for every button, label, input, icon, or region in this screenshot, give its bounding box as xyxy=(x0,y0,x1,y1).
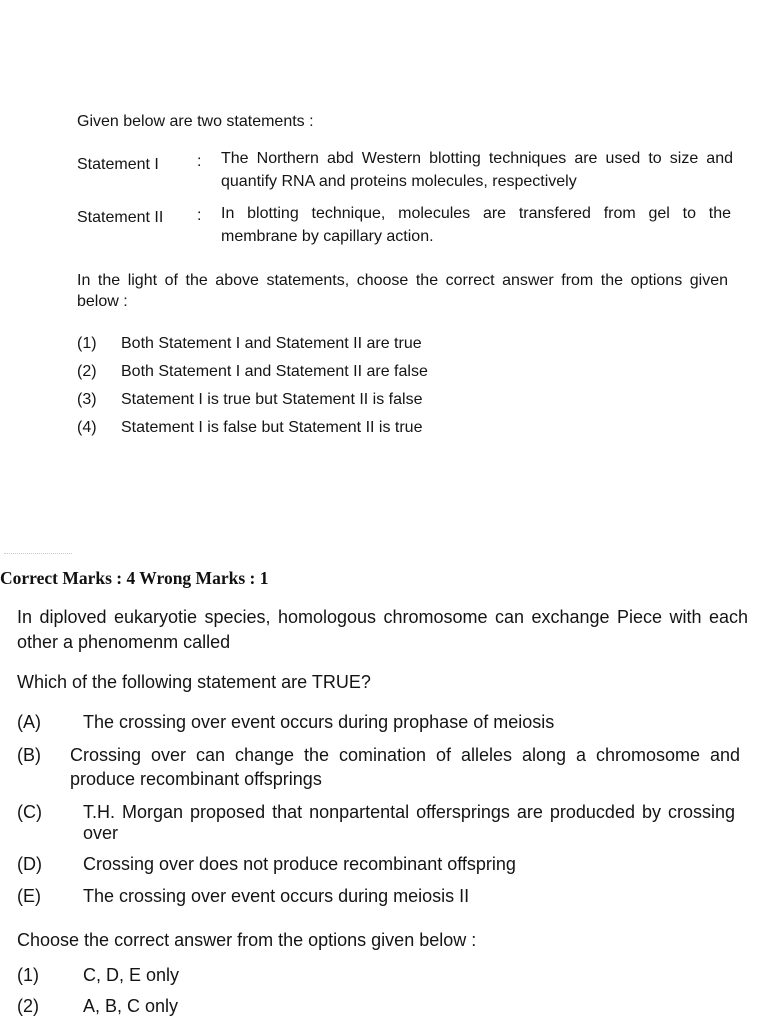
statement-b-line-1: Crossing over can change the comination of alleles along a chromosome and xyxy=(70,745,740,765)
option-text: Statement I is true but Statement II is false xyxy=(121,391,423,408)
statement-2-line-2: membrane by capillary action. xyxy=(221,228,434,245)
statement-c-label: (C) xyxy=(17,802,42,822)
option-text: Both Statement I and Statement II are true xyxy=(121,335,422,352)
option-text: Both Statement I and Statement II are false xyxy=(121,363,428,380)
option-text: Statement I is false but Statement II is true xyxy=(121,419,423,436)
option-number: (2) xyxy=(17,996,39,1016)
option-text: A, B, C only xyxy=(83,996,179,1016)
option-number: (1) xyxy=(17,965,39,985)
statement-a-label: (A) xyxy=(17,712,41,732)
statement-c-line-1: T.H. Morgan proposed that nonpartental offersprings are producded by crossing xyxy=(83,802,735,822)
statements-intro: Given below are two statements : xyxy=(77,113,314,130)
statement-2-line-1: In blotting technique, molecules are transfered from gel to the xyxy=(221,205,731,222)
statement-1-line-1: The Northern abd Western blotting techniques are used to size and xyxy=(221,150,733,167)
statement-2-colon: : xyxy=(197,207,202,224)
statement-1-line-2: quantify RNA and proteins molecules, respectively xyxy=(221,173,577,190)
answer-instruction-line-1: In the light of the above statements, choose the correct answer from the options given xyxy=(77,272,728,289)
question-prompt: Which of the following statement are TRUE? xyxy=(17,672,371,692)
marks-info: Correct Marks : 4 Wrong Marks : 1 xyxy=(0,568,269,588)
option-number: (3) xyxy=(77,391,97,408)
option-number: (2) xyxy=(77,363,97,380)
question-stem-line-2: other a phenomenm called xyxy=(17,632,231,652)
statement-b-line-2: produce recombinant offsprings xyxy=(70,769,322,789)
statement-d-label: (D) xyxy=(17,854,42,874)
question-stem-line-1: In diploved eukaryotie species, homologous chromosome can exchange Piece with each xyxy=(17,607,748,627)
statement-2-label: Statement II xyxy=(77,209,164,226)
option-number: (4) xyxy=(77,419,97,436)
option-text: C, D, E only xyxy=(83,965,180,985)
option-number: (1) xyxy=(77,335,97,352)
choose-instruction: Choose the correct answer from the options given below : xyxy=(17,930,477,950)
statement-e-label: (E) xyxy=(17,886,41,906)
answer-instruction-line-2: below : xyxy=(77,293,128,310)
statement-1-label: Statement I xyxy=(77,156,159,173)
statement-c-line-2: over xyxy=(83,823,119,843)
statement-d-line-1: Crossing over does not produce recombinant offspring xyxy=(83,854,516,874)
statement-b-label: (B) xyxy=(17,745,41,765)
statement-1-colon: : xyxy=(197,153,202,170)
statement-a-line-1: The crossing over event occurs during prophase of meiosis xyxy=(83,712,555,732)
statement-e-line-1: The crossing over event occurs during meiosis II xyxy=(83,886,470,906)
faint-dotted-mark xyxy=(4,553,72,554)
